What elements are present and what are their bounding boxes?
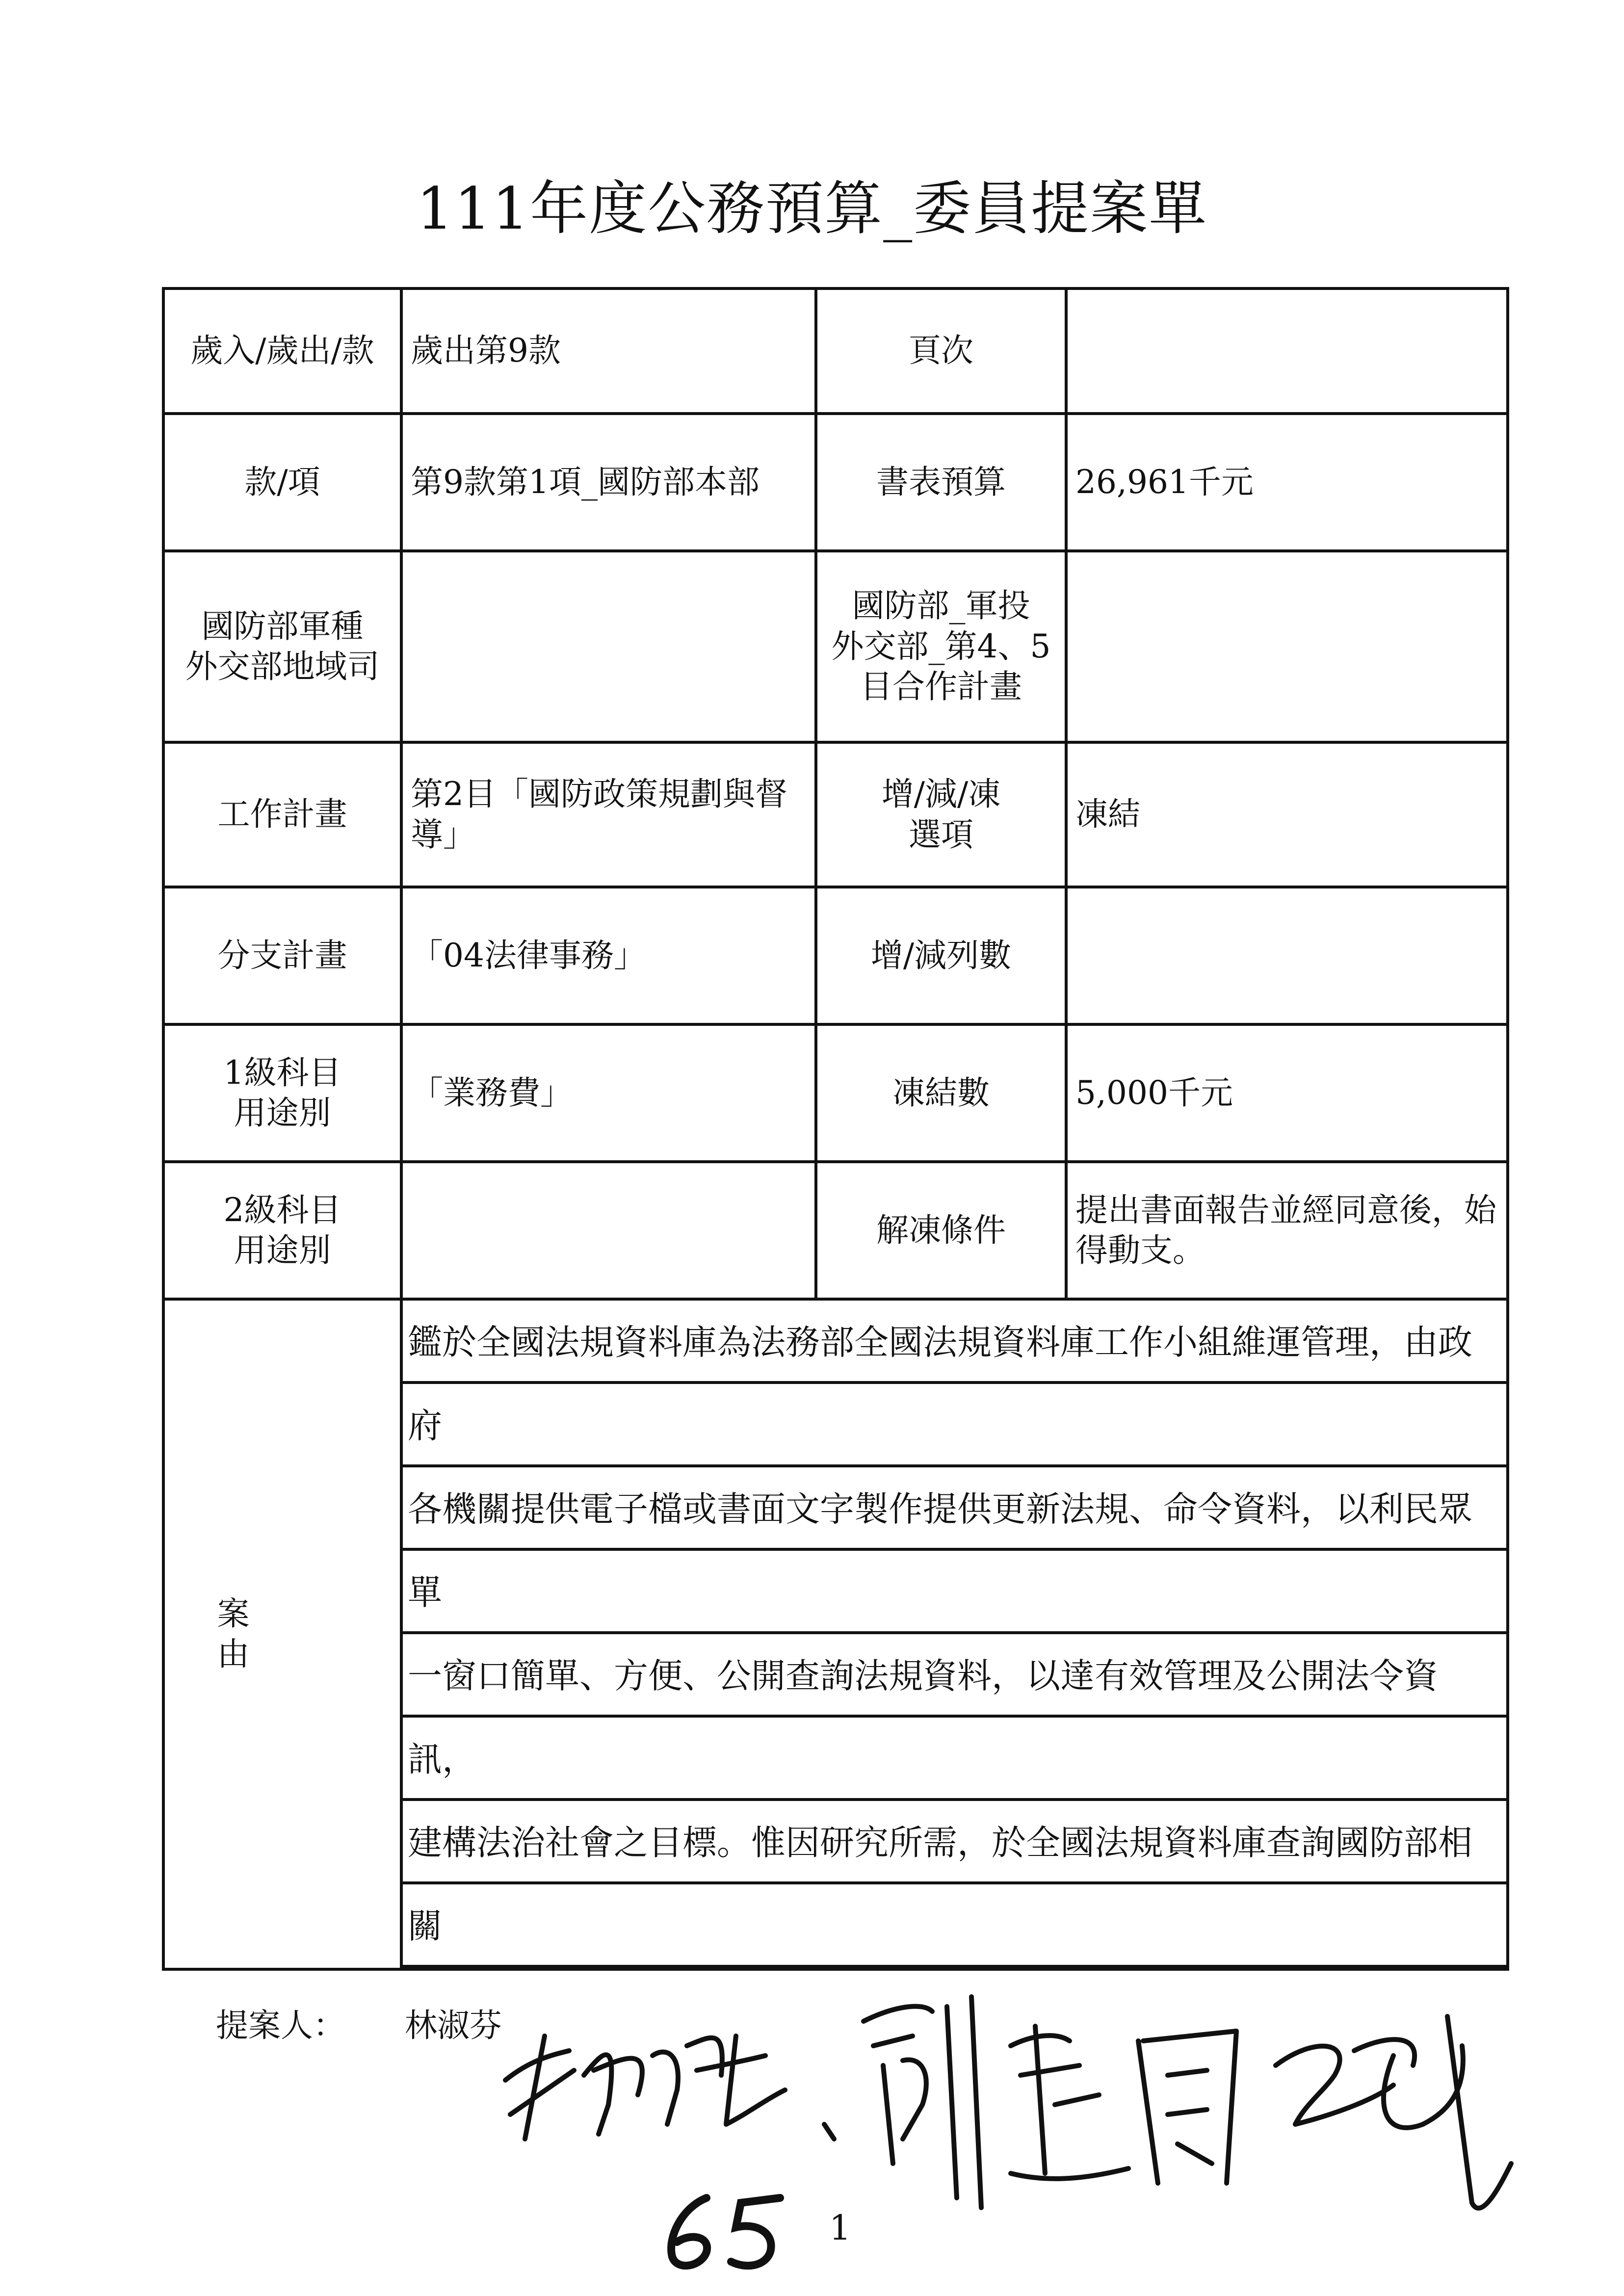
label-line: 用途別 [234, 1231, 331, 1269]
reason-line: 鑑於全國法規資料庫為法務部全國法規資料庫工作小組維運管理，由政府 [408, 1322, 1472, 1446]
field-value: 提出書面報告並經同意後，始得動支。 [1066, 1162, 1508, 1299]
field-label [816, 551, 1066, 742]
reason-cell [401, 1299, 1508, 1969]
proposal-form-table [162, 287, 1509, 1971]
handwritten-number-65 [653, 2178, 810, 2276]
field-label [816, 742, 1066, 887]
field-label [163, 1162, 401, 1299]
label-line: 外交部地域司 [185, 648, 380, 685]
field-label [163, 1024, 401, 1162]
page-title: 111年度公務預算_委員提案單 [416, 175, 1208, 242]
table-row [163, 887, 1508, 1024]
label-line: 國防部軍種 [201, 607, 364, 645]
proposer-label: 提案人： [216, 2007, 345, 2044]
table-row [163, 1024, 1508, 1162]
field-value: 第9款第1項_國防部本部 [401, 414, 816, 551]
label-line: 目合作計畫 [860, 668, 1022, 706]
field-label: 款/項 [163, 414, 401, 551]
table-row [163, 414, 1508, 551]
table-row [163, 551, 1508, 742]
proposer-name: 林淑芬 [405, 2007, 502, 2044]
field-value [1066, 551, 1508, 742]
field-label: 凍結數 [816, 1024, 1066, 1162]
label-line: 選項 [909, 815, 973, 854]
table-row [163, 288, 1508, 414]
field-value [401, 551, 816, 742]
field-label: 工作計畫 [163, 742, 401, 887]
field-value: 歲出第9款 [401, 288, 816, 414]
field-value [1066, 288, 1508, 414]
field-value [1066, 887, 1508, 1024]
label-line: 用途別 [234, 1094, 331, 1132]
reason-line: 各機關提供電子檔或書面文字製作提供更新法規、命令資料，以利民眾單 [408, 1489, 1472, 1613]
label-line: 2級科目 [223, 1191, 341, 1229]
field-value: 第2目「國防政策規劃與督導」 [401, 742, 816, 887]
reason-line: 一窗口簡單、方便、公開查詢法規資料，以達有效管理及公開法令資訊， [408, 1656, 1438, 1779]
label-line: 1級科目 [223, 1053, 341, 1092]
field-label: 分支計畫 [163, 887, 401, 1024]
field-label: 增/減列數 [816, 887, 1066, 1024]
field-label: 頁次 [816, 288, 1066, 414]
label-line: 增/減/凍 [881, 775, 1001, 813]
field-label [163, 551, 401, 742]
field-label: 解凍條件 [816, 1162, 1066, 1299]
field-label: 歲入/歲出/款 [163, 288, 401, 414]
reason-line: 建構法治社會之目標。惟因研究所需，於全國法規資料庫查詢國防部相關 [408, 1823, 1472, 1946]
field-value: 「業務費」 [401, 1024, 816, 1162]
reason-label: 案由 [163, 1299, 401, 1969]
label-line: 外交部_第4、5 [831, 627, 1051, 665]
table-row [163, 1162, 1508, 1299]
field-value [401, 1162, 816, 1299]
table-row [163, 742, 1508, 887]
handwritten-signature [491, 1977, 1521, 2232]
label-line: 國防部_軍投 [852, 587, 1030, 625]
field-value: 「04法律事務」 [401, 887, 816, 1024]
field-value: 26,961千元 [1066, 414, 1508, 551]
reason-text [403, 1301, 1506, 1968]
table-row [163, 1299, 1508, 1969]
page-number: 1 [829, 2208, 851, 2248]
field-value: 5,000千元 [1066, 1024, 1508, 1162]
field-value: 凍結 [1066, 742, 1508, 887]
field-label: 書表預算 [816, 414, 1066, 551]
